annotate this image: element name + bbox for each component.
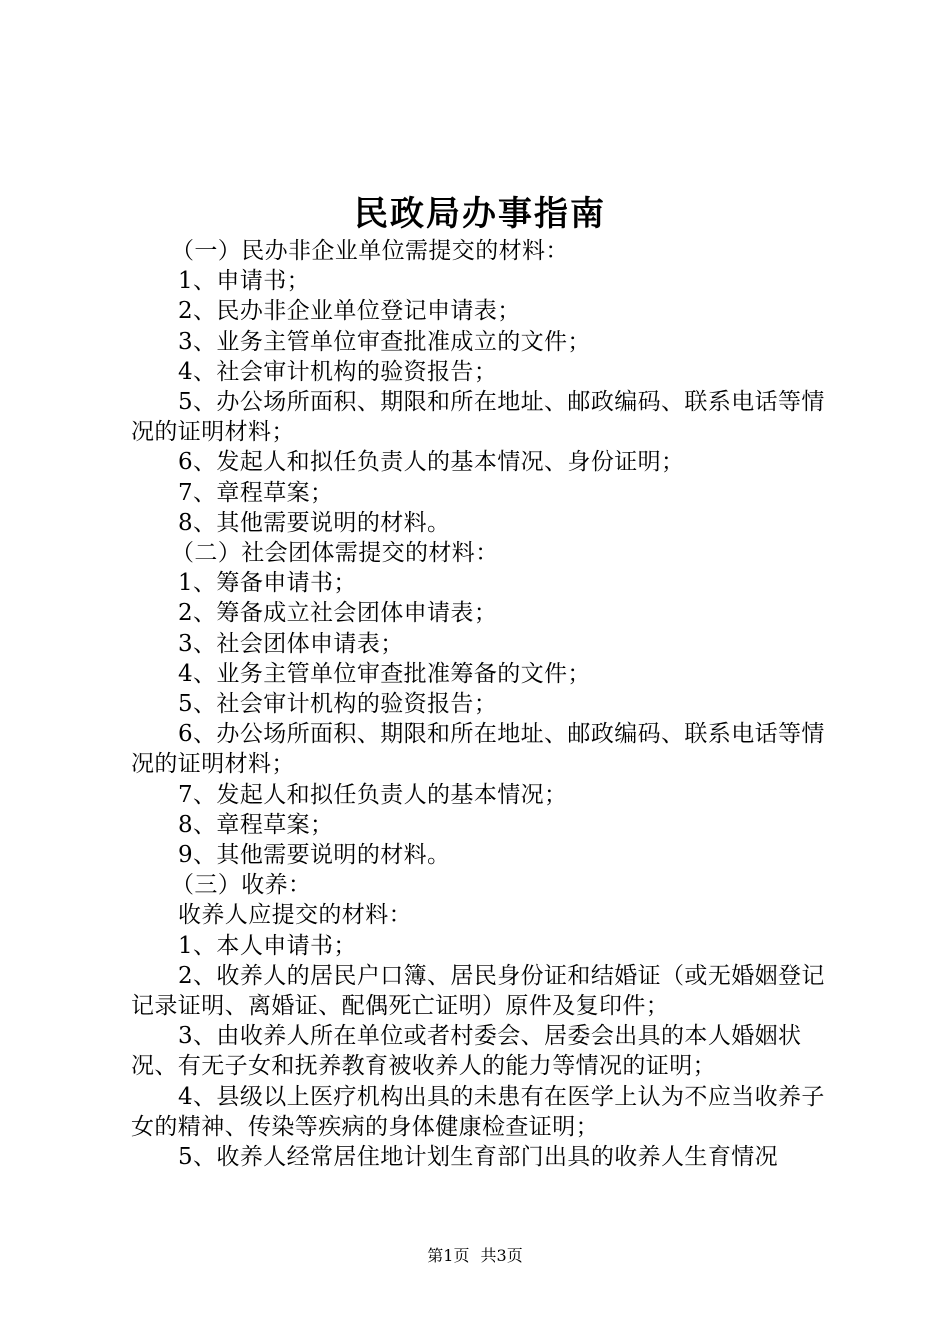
list-item: 5、办公场所面积、期限和所在地址、邮政编码、联系电话等情况的证明材料； — [131, 389, 825, 446]
list-item: 4、县级以上医疗机构出具的未患有在医学上认为不应当收养子女的精神、传染等疾病的身体健康检查证明； — [131, 1083, 825, 1140]
list-item: 1、筹备申请书； — [178, 570, 357, 597]
list-item: 3、社会团体申请表； — [178, 630, 404, 657]
list-item: 2、收养人的居民户口簿、居民身份证和结婚证（或无婚姻登记记录证明、离婚证、配偶死亡证明）原件及复印件； — [131, 962, 825, 1020]
list-item: 3、业务主管单位审查批准成立的文件； — [178, 328, 591, 355]
section-heading: （三）收养： — [171, 872, 312, 899]
page-footer — [0, 1243, 950, 1266]
list-item: 1、申请书； — [178, 268, 311, 295]
list-item: 6、办公场所面积、期限和所在地址、邮政编码、联系电话等情况的证明材料； — [131, 721, 825, 778]
list-item: 5、收养人经常居住地计划生育部门出具的收养人生育情况 — [178, 1144, 779, 1171]
list-item: 8、其他需要说明的材料。 — [178, 509, 451, 536]
list-item: 4、业务主管单位审查批准筹备的文件； — [178, 660, 591, 687]
list-item: 3、由收养人所在单位或者村委会、居委会出具的本人婚姻状况、有无子女和抚养教育被收养人的能力等情况的证明； — [131, 1023, 802, 1080]
page-total: 共3页 — [480, 1246, 523, 1265]
list-item: 6、发起人和拟任负责人的基本情况、身份证明； — [178, 449, 685, 476]
list-item: 2、民办非企业单位登记申请表； — [178, 298, 521, 325]
list-item: 5、社会审计机构的验资报告； — [178, 691, 498, 718]
list-item: 7、发起人和拟任负责人的基本情况； — [178, 781, 568, 808]
document-title: 民政局办事指南 — [354, 194, 606, 234]
list-item: 4、社会审计机构的验资报告； — [178, 358, 498, 385]
section-heading: （二）社会团体需提交的材料： — [171, 540, 499, 567]
document-body — [131, 236, 831, 1172]
list-item: 收养人应提交的材料： — [178, 902, 412, 929]
list-item: 7、章程草案； — [178, 479, 334, 506]
section-heading: （一）民办非企业单位需提交的材料： — [171, 238, 569, 264]
page-number: 第1页 — [427, 1246, 470, 1265]
list-item: 1、本人申请书； — [178, 932, 357, 959]
list-item: 9、其他需要说明的材料。 — [178, 842, 451, 869]
list-item: 8、章程草案； — [178, 811, 334, 838]
list-item: 2、筹备成立社会团体申请表； — [178, 600, 498, 627]
